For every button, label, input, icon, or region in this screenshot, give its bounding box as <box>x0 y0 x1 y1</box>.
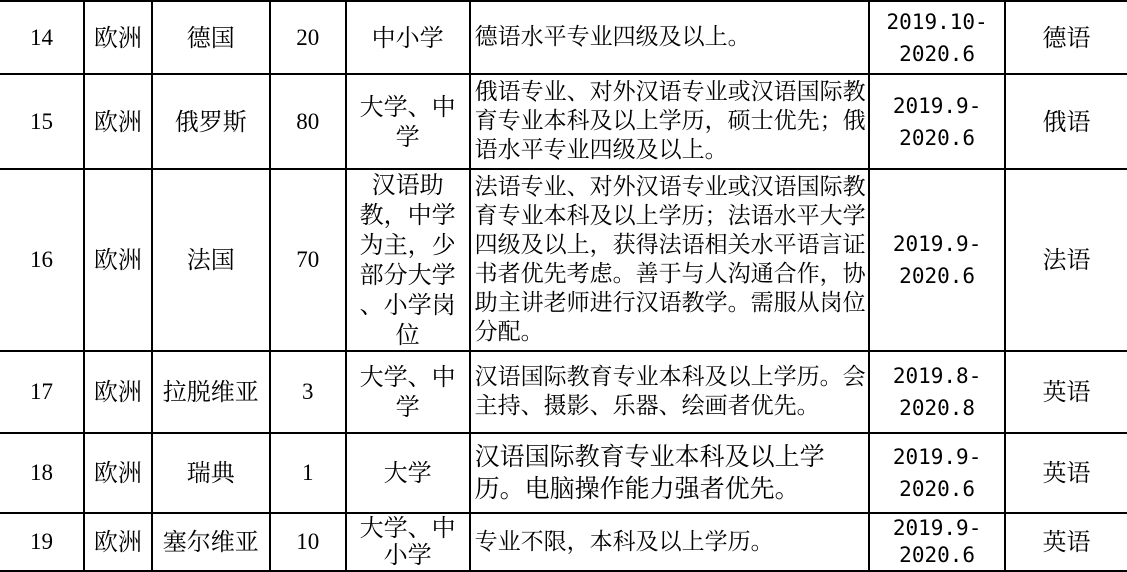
country-cell: 拉脱维亚 <box>152 351 270 433</box>
count-cell: 3 <box>270 351 346 433</box>
region-cell: 欧洲 <box>84 351 152 433</box>
table-row <box>0 169 1127 351</box>
language-cell: 德语 <box>1005 1 1127 74</box>
level-cell: 大学、中 学 <box>346 351 470 433</box>
period-cell: 2019.8- 2020.8 <box>869 351 1005 433</box>
row-number: 17 <box>0 351 84 433</box>
table-row <box>0 513 1127 571</box>
requirement-cell: 法语专业、对外汉语专业或汉语国际教育专业本科及以上学历；法语水平大学四级及以上，获得法语相关水平语言证书者优先考虑。善于与人沟通合作，协助主讲老师进行汉语教学。需服从岗位分配。 <box>470 169 870 351</box>
row-number: 16 <box>0 169 84 351</box>
period-cell: 2019.9- 2020.6 <box>869 74 1005 169</box>
country-cell: 俄罗斯 <box>152 74 270 169</box>
language-cell: 英语 <box>1005 513 1127 571</box>
period-cell: 2019.9- 2020.6 <box>869 169 1005 351</box>
period-cell: 2019.9- 2020.6 <box>869 433 1005 513</box>
table-row <box>0 74 1127 169</box>
requirement-cell: 专业不限，本科及以上学历。 <box>470 513 870 571</box>
row-number: 15 <box>0 74 84 169</box>
level-cell: 大学、中 学 <box>346 74 470 169</box>
language-cell: 英语 <box>1005 351 1127 433</box>
region-cell: 欧洲 <box>84 513 152 571</box>
level-cell: 中小学 <box>346 1 470 74</box>
count-cell: 20 <box>270 1 346 74</box>
table-row <box>0 433 1127 513</box>
requirement-cell: 俄语专业、对外汉语专业或汉语国际教育专业本科及以上学历，硕士优先；俄语水平专业四级及以上。 <box>470 74 870 169</box>
requirement-cell: 德语水平专业四级及以上。 <box>470 1 870 74</box>
language-cell: 法语 <box>1005 169 1127 351</box>
level-cell: 大学、中 小学 <box>346 513 470 571</box>
row-number: 18 <box>0 433 84 513</box>
count-cell: 10 <box>270 513 346 571</box>
level-cell: 汉语助 教，中学 为主，少 部分大学 、小学岗 位 <box>346 169 470 351</box>
count-cell: 80 <box>270 74 346 169</box>
row-number: 19 <box>0 513 84 571</box>
country-cell: 法国 <box>152 169 270 351</box>
period-cell: 2019.9- 2020.6 <box>869 513 1005 571</box>
table-row <box>0 351 1127 433</box>
country-cell: 塞尔维亚 <box>152 513 270 571</box>
level-cell: 大学 <box>346 433 470 513</box>
country-cell: 德国 <box>152 1 270 74</box>
count-cell: 70 <box>270 169 346 351</box>
country-cell: 瑞典 <box>152 433 270 513</box>
region-cell: 欧洲 <box>84 169 152 351</box>
table-body <box>0 1 1127 571</box>
requirement-cell: 汉语国际教育专业本科及以上学历。电脑操作能力强者优先。 <box>470 433 870 513</box>
region-cell: 欧洲 <box>84 1 152 74</box>
region-cell: 欧洲 <box>84 433 152 513</box>
requirement-cell: 汉语国际教育专业本科及以上学历。会主持、摄影、乐器、绘画者优先。 <box>470 351 870 433</box>
period-cell: 2019.10- 2020.6 <box>869 1 1005 74</box>
language-cell: 俄语 <box>1005 74 1127 169</box>
region-cell: 欧洲 <box>84 74 152 169</box>
count-cell: 1 <box>270 433 346 513</box>
language-cell: 英语 <box>1005 433 1127 513</box>
table-row <box>0 1 1127 74</box>
row-number: 14 <box>0 1 84 74</box>
